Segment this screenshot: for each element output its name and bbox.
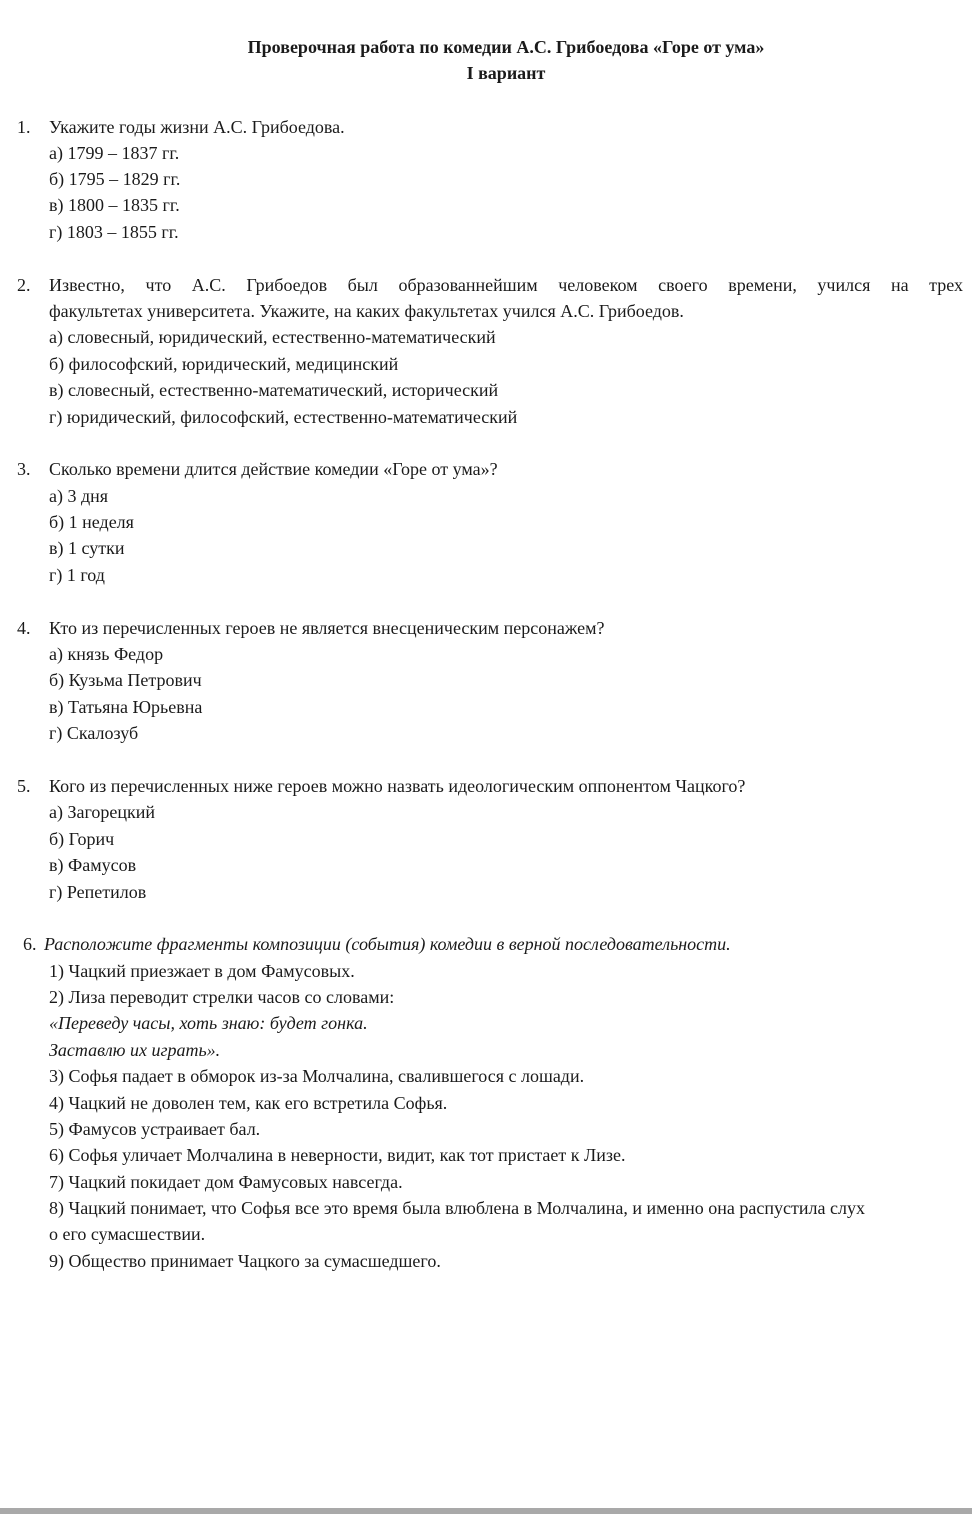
answer-option: в) 1 сутки [49,538,125,558]
sequence-item: 2) Лиза переводит стрелки часов со словами: [49,987,395,1007]
answer-option: б) философский, юридический, медицинский [49,354,399,374]
answer-option: а) Загорецкий [49,802,156,822]
question-text: Укажите годы жизни А.С. Грибоедова. [49,117,345,137]
sequence-item: 4) Чацкий не доволен тем, как его встретила Софья. [49,1093,448,1113]
answer-option: в) Татьяна Юрьевна [49,697,203,717]
sequence-item: 3) Софья падает в обморок из-за Молчалина, свалившегося с лошади. [49,1066,585,1086]
answer-option: г) Скалозуб [49,723,139,743]
question-number: 5. [17,776,31,796]
answer-option: г) 1 год [49,565,105,585]
question-number: 4. [17,618,31,638]
quote-line: «Переведу часы, хоть знаю: будет гонка. [49,1013,368,1033]
sequence-item: 1) Чацкий приезжает в дом Фамусовых. [49,961,355,981]
question-text-continued: факультетах университета. Укажите, на каких факультетах учился А.С. Грибоедов. [49,301,684,321]
document-variant: I вариант [466,63,546,83]
question-text: Кого из перечисленных ниже героев можно назвать идеологическим оппонентом Чацкого? [49,776,746,796]
sequence-item: 9) Общество принимает Чацкого за сумасшедшего. [49,1251,441,1271]
answer-option: б) 1 неделя [49,512,134,532]
answer-option: а) словесный, юридический, естественно-математический [49,327,496,347]
sequence-item: 7) Чацкий покидает дом Фамусовых навсегда. [49,1172,403,1192]
question-text: Расположите фрагменты композиции (события) комедии в верной последовательности. [44,934,731,954]
answer-option: в) 1800 – 1835 гг. [49,195,180,215]
question-number: 6. [23,934,37,954]
sequence-item: 8) Чацкий понимает, что Софья все это время была влюблена в Молчалина, и именно она распустила слух [49,1198,865,1218]
sequence-item-continued: о его сумасшествии. [49,1224,206,1244]
question-text: Кто из перечисленных героев не является внесценическим персонажем? [49,618,605,638]
question-text: Сколько времени длится действие комедии «Горе от ума»? [49,459,498,479]
answer-option: г) юридический, философский, естественно-математический [49,407,518,427]
answer-option: г) 1803 – 1855 гг. [49,222,179,242]
quote-line: Заставлю их играть». [49,1040,221,1060]
answer-option: г) Репетилов [49,882,147,902]
answer-option: б) Горич [49,829,115,849]
answer-option: б) Кузьма Петрович [49,670,202,690]
answer-option: а) князь Федор [49,644,164,664]
sequence-item: 5) Фамусов устраивает бал. [49,1119,261,1139]
page-bottom-border [0,1508,972,1514]
question-number: 1. [17,117,31,137]
document-title: Проверочная работа по комедии А.С. Грибоедова «Горе от ума» [247,37,765,57]
question-text: Известно, что А.С. Грибоедов был образованнейшим человеком своего времени, учился на трех [49,275,963,295]
answer-option: а) 3 дня [49,486,109,506]
answer-option: в) Фамусов [49,855,137,875]
sequence-item: 6) Софья уличает Молчалина в неверности, видит, как тот пристает к Лизе. [49,1145,626,1165]
answer-option: а) 1799 – 1837 гг. [49,143,180,163]
answer-option: б) 1795 – 1829 гг. [49,169,181,189]
answer-option: в) словесный, естественно-математический, исторический [49,380,499,400]
question-number: 2. [17,275,31,295]
question-number: 3. [17,459,31,479]
